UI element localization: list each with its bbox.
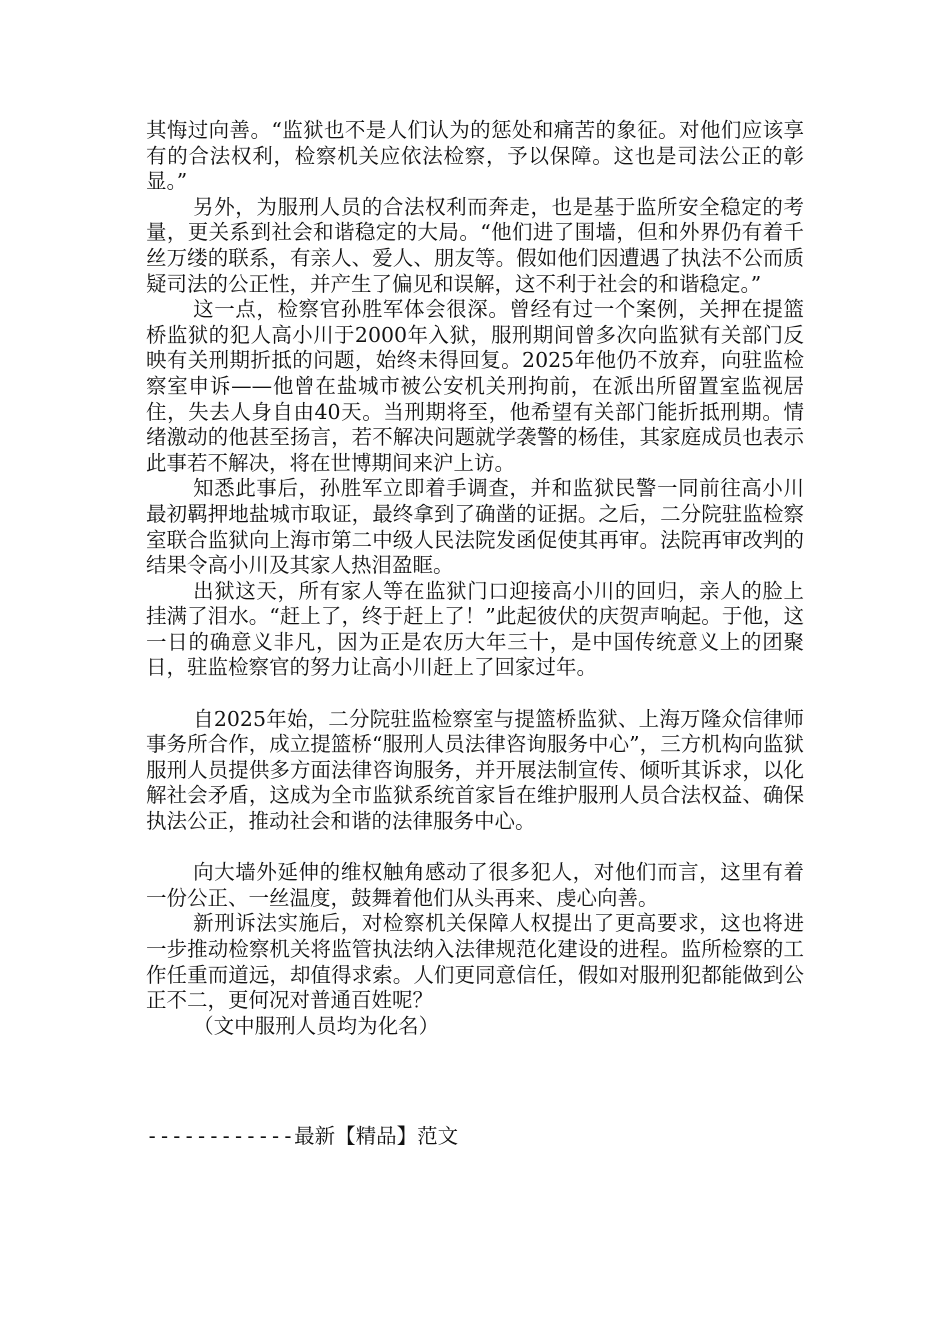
paragraph-7: 向大墙外延伸的维权触角感动了很多犯人，对他们而言，这里有着一份公正、一丝温度，鼓舞着他们从头再来、虔心向善。 (146, 860, 804, 910)
paragraph-gap (146, 681, 804, 707)
footer-line (146, 1124, 458, 1150)
paragraph-6: 自2025年始，二分院驻监检察室与提篮桥监狱、上海万隆众信律师事务所合作，成立提篮桥“服刑人员法律咨询服务中心”，三方机构向监狱服刑人员提供多方面法律咨询服务，并开展法制宣传、倾听其诉求，以化解社会矛盾，这成为全市监狱系统首家旨在维护服刑人员合法权益、确保执法公正，推动社会和谐的法律服务中心。 (146, 706, 804, 834)
paragraph-1: 其悔过向善。“监狱也不是人们认为的惩处和痛苦的象征。对他们应该享有的合法权利，检察机关应依法检察，予以保障。这也是司法公正的彰显。” (146, 118, 804, 194)
paragraph-2: 另外，为服刑人员的合法权利而奔走，也是基于监所安全稳定的考量，更关系到社会和谐稳定的大局。“他们进了围墙，但和外界仍有着千丝万缕的联系，有亲人、爱人、朋友等。假如他们因遭遇了执法不公而质疑司法的公正性，并产生了偏见和误解，这不利于社会的和谐稳定。” (146, 194, 804, 296)
author-note: （文中服刑人员均为化名） (193, 1013, 440, 1038)
paragraph-5: 出狱这天，所有家人等在监狱门口迎接高小川的回归，亲人的脸上挂满了泪水。“赶上了，终于赶上了！”此起彼伏的庆贺声响起。于他，这一日的确意义非凡，因为正是农历大年三十，是中国传统意义上的团聚日，驻监检察官的努力让高小川赶上了回家过年。 (146, 578, 804, 680)
footer-label: 最新【精品】范文 (294, 1124, 459, 1148)
paragraph-3: 这一点，检察官孙胜军体会很深。曾经有过一个案例，关押在提篮桥监狱的犯人高小川于2000年入狱，服刑期间曾多次向监狱有关部门反映有关刑期折抵的问题，始终未得回复。2025年他仍不放弃，向驻监检察室申诉——他曾在盐城市被公安机关刑拘前，在派出所留置室监视居住，失去人身自由40天。当刑期将至，他希望有关部门能折抵刑期。情绪激动的他甚至扬言，若不解决问题就学袭警的杨佳，其家庭成员也表示此事若不解决，将在世博期间来沪上访。 (146, 297, 804, 475)
paragraph-gap (146, 835, 804, 861)
article-body (146, 118, 804, 1039)
paragraph-8: 新刑诉法实施后，对检察机关保障人权提出了更高要求，这也将进一步推动检察机关将监管执法纳入法律规范化建设的进程。监所检察的工作任重而道远，却值得求索。人们更同意信任，假如对服刑犯都能做到公正不二，更何况对普通百姓呢？ (146, 911, 804, 1013)
footer-dashes: ------------ (146, 1124, 295, 1148)
paragraph-4: 知悉此事后，孙胜军立即着手调查，并和监狱民警一同前往高小川最初羁押地盐城市取证，最终拿到了确凿的证据。之后，二分院驻监检察室联合监狱向上海市第二中级人民法院发函促使其再审。法院再审改判的结果令高小川及其家人热泪盈眶。 (146, 476, 804, 578)
